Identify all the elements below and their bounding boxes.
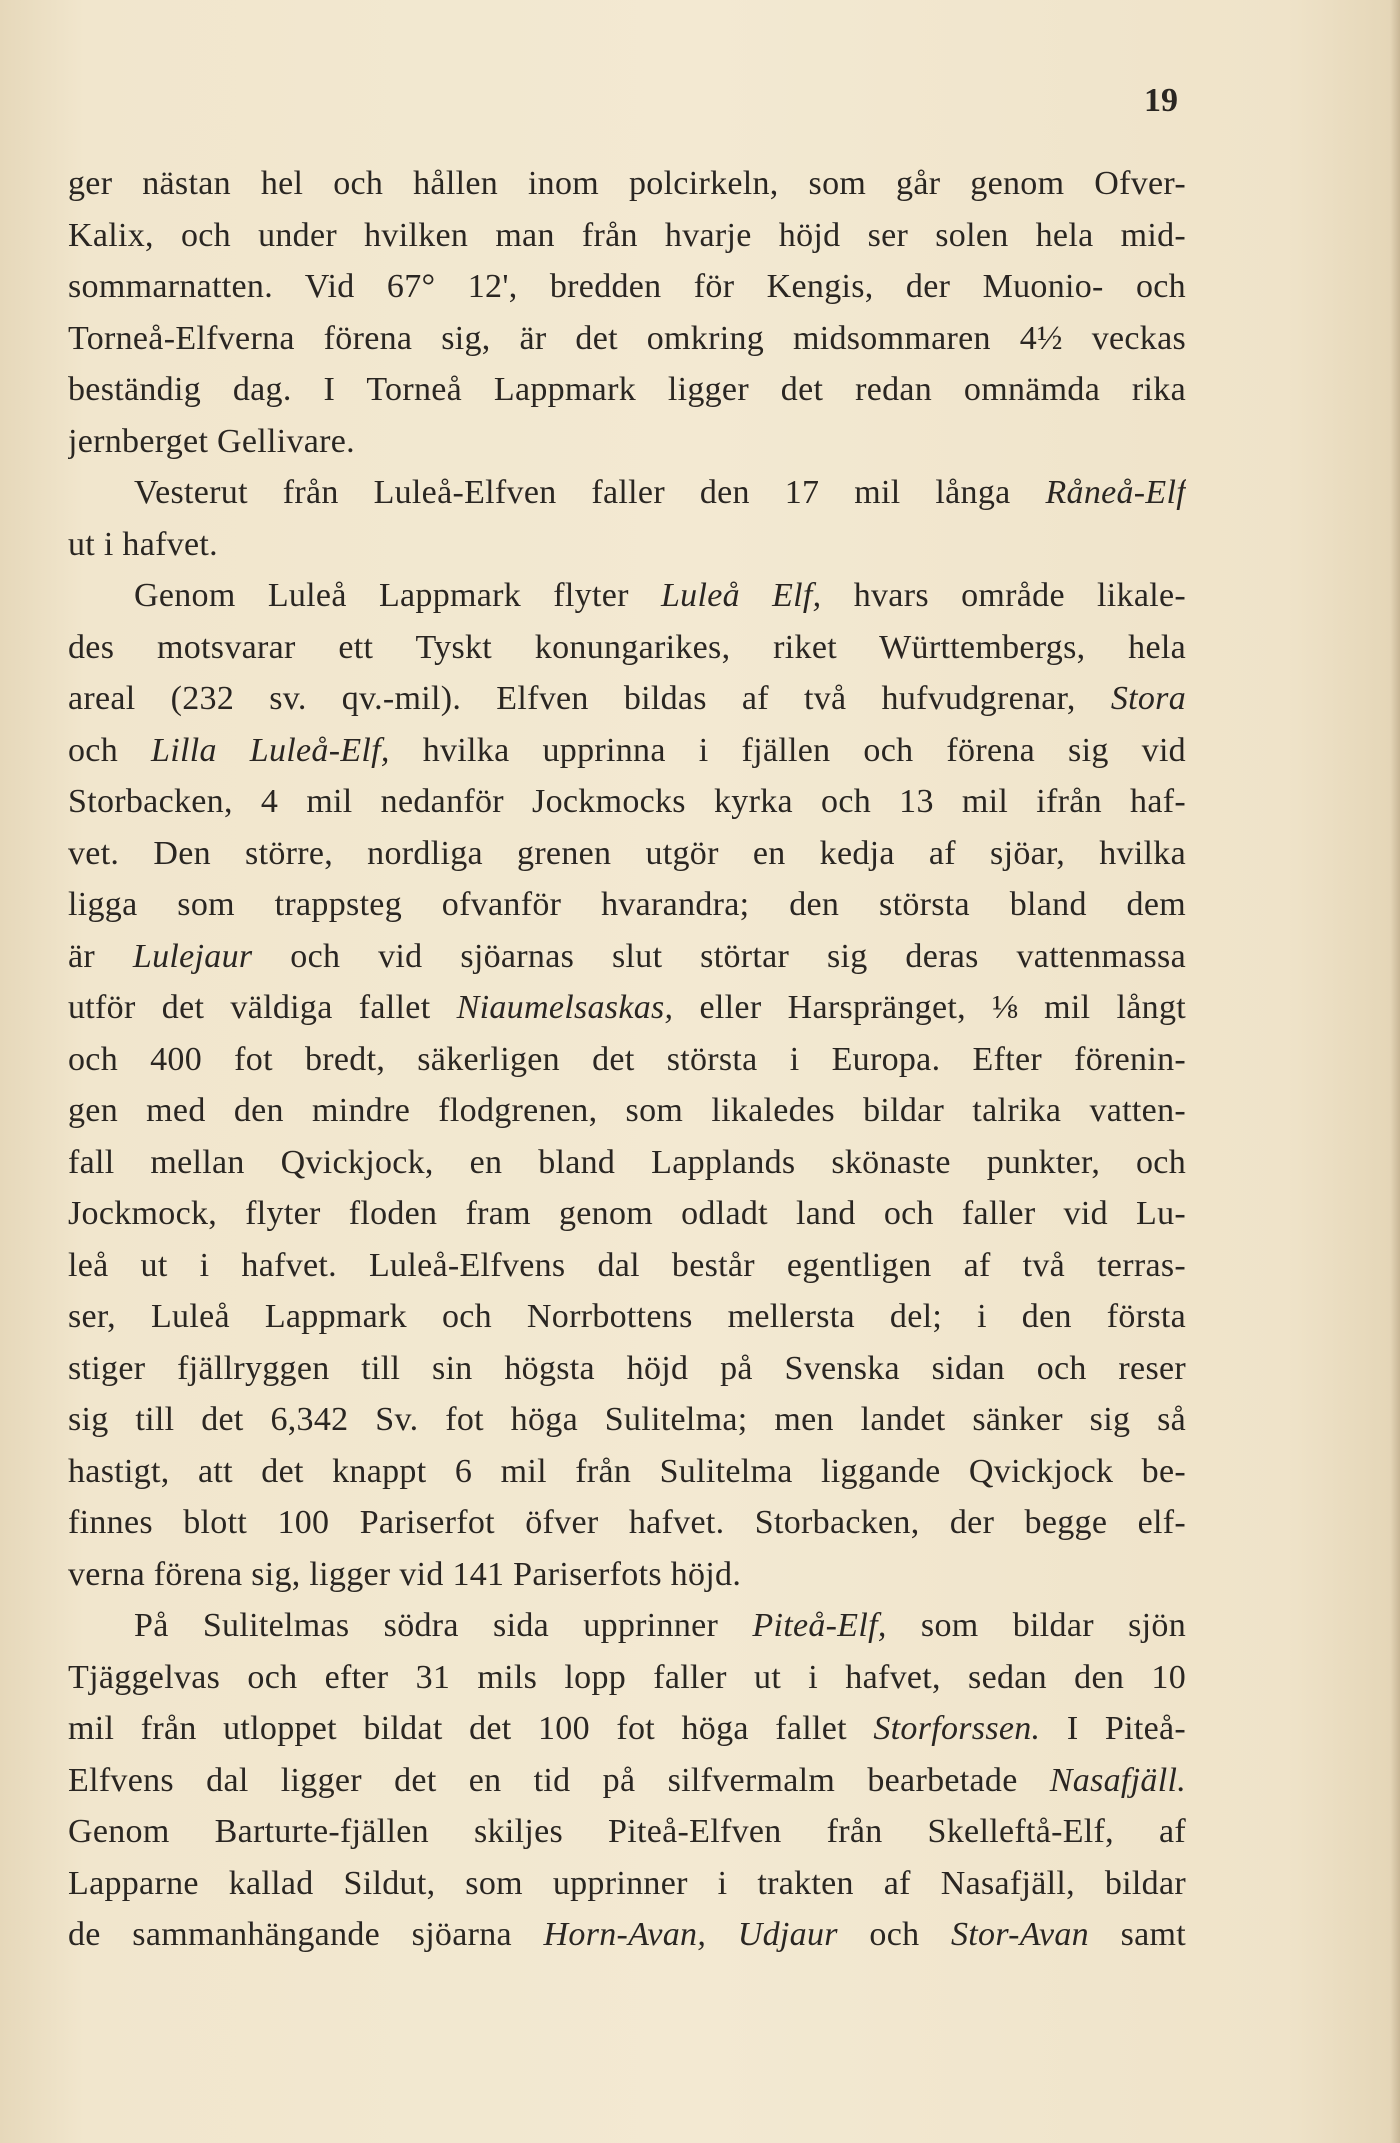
text-line: Lapparne kallad Sildut, som upprinner i trakten af Nasafjäll, bildar [68,1864,1186,1902]
text-line [68,673,1186,725]
line-text: och [837,1916,951,1953]
line-text: utför det väldiga fallet [68,989,457,1026]
text-line: ut i hafvet. [68,525,218,563]
line-text: hvilka upprinna i fjällen och förena sig vid [389,731,1186,769]
body-text [68,158,1186,1961]
text-line [68,982,1186,1034]
place-name: Lulejaur [132,937,253,975]
text-line [68,725,1186,777]
text-line: des motsvarar ett Tyskt konungarikes, riket Württembergs, hela [68,628,1186,666]
line-text: är [68,937,133,975]
text-line: sommarnatten. Vid 67° 12', bredden för Kengis, der Muonio- och [68,268,1186,305]
line-text: eller Harspränget, ⅛ mil långt [673,989,1186,1026]
text-line [68,931,1186,983]
text-line: vet. Den större, nordliga grenen utgör en kedja af sjöar, hvilka [68,834,1186,872]
text-line [68,1755,1186,1807]
place-name: Råneå-Elf [1045,474,1186,511]
text-line: Storbacken, 4 mil nedanför Jockmocks kyrka och 13 mil ifrån haf- [68,783,1186,820]
text-line: stiger fjällryggen till sin högsta höjd på Svenska sidan och reser [68,1349,1186,1387]
place-name: Udjaur [737,1916,838,1953]
text-line: och 400 fot bredt, säkerligen det största i Europa. Efter förenin- [68,1040,1186,1078]
text-line: ser, Luleå Lappmark och Norrbottens mellersta del; i den första [68,1298,1186,1335]
line-text: areal (232 sv. qv.-mil). Elfven bildas af två hufvudgrenar, [68,680,1111,717]
text-line [68,570,1186,622]
line-text: samt [1089,1916,1186,1953]
text-line: finnes blott 100 Pariserfot öfver hafvet. Storbacken, der begge elf- [68,1504,1186,1541]
place-name: Stor-Avan [950,1916,1089,1953]
line-text: Elfvens dal ligger det en tid på silfvermalm bearbetade [68,1761,1050,1799]
place-name: Luleå Elf, [660,577,822,614]
line-text: och vid sjöarnas slut störtar sig deras vattenmassa [252,937,1186,975]
text-line: hastigt, att det knappt 6 mil från Sulitelma liggande Qvickjock be- [68,1452,1186,1490]
line-text: hvars område likale- [821,577,1186,614]
place-name: Stora [1110,680,1186,717]
text-line: gen med den mindre flodgrenen, som likaledes bildar talrika vatten- [68,1092,1186,1129]
place-name: Nasafjäll. [1049,1761,1186,1799]
place-name: Piteå-Elf, [752,1607,887,1644]
text-line [68,1600,1186,1652]
text-line: Tjäggelvas och efter 31 mils lopp faller ut i hafvet, sedan den 10 [68,1658,1186,1696]
text-line: beständig dag. I Torneå Lappmark ligger det redan omnämda rika [68,371,1186,408]
text-line [68,1703,1186,1755]
place-name: Niaumelsaskas, [456,989,674,1026]
text-line: ligga som trappsteg ofvanför hvarandra; den största bland dem [68,886,1186,923]
line-text: På Sulitelmas södra sida upprinner [134,1607,753,1644]
place-name: Lilla Luleå-Elf, [151,731,390,769]
text-line: verna förena sig, ligger vid 141 Pariserfots höjd. [68,1555,742,1593]
text-line: ger nästan hel och hållen inom polcirkeln, som går genom Ofver- [68,165,1186,202]
text-line: Jockmock, flyter floden fram genom odladt land och faller vid Lu- [68,1195,1186,1232]
page-edge-shadow [1390,0,1400,2143]
line-text: Vesterut från Luleå-Elfven faller den 17 mil långa [134,474,1046,511]
place-name: Storforssen. [873,1710,1041,1747]
line-text: I Piteå- [1040,1710,1186,1747]
line-text: mil från utloppet bildat det 100 fot höga fallet [68,1710,874,1747]
text-line: jernberget Gellivare. [68,422,355,460]
line-text: som bildar sjön [886,1607,1186,1644]
place-name: Horn-Avan, [543,1916,707,1953]
text-line: Genom Barturte-fjällen skiljes Piteå-Elfven från Skelleftå-Elf, af [68,1813,1186,1850]
text-line: leå ut i hafvet. Luleå-Elfvens dal består egentligen af två terras- [68,1246,1186,1284]
text-line: Torneå-Elfverna förena sig, är det omkring midsommaren 4½ veckas [68,319,1186,357]
text-line [68,1909,1186,1961]
line-text: Genom Luleå Lappmark flyter [134,577,661,614]
line-text: de sammanhängande sjöarna [68,1916,544,1953]
line-text [706,1916,738,1953]
page-number: 19 [1144,82,1178,119]
text-line: sig till det 6,342 Sv. fot höga Sulitelma; men landet sänker sig så [68,1401,1186,1438]
text-line: fall mellan Qvickjock, en bland Lapplands skönaste punkter, och [68,1143,1186,1181]
text-line [68,467,1186,519]
text-line: Kalix, och under hvilken man från hvarje höjd ser solen hela mid- [68,216,1186,254]
line-text: och [68,731,151,769]
